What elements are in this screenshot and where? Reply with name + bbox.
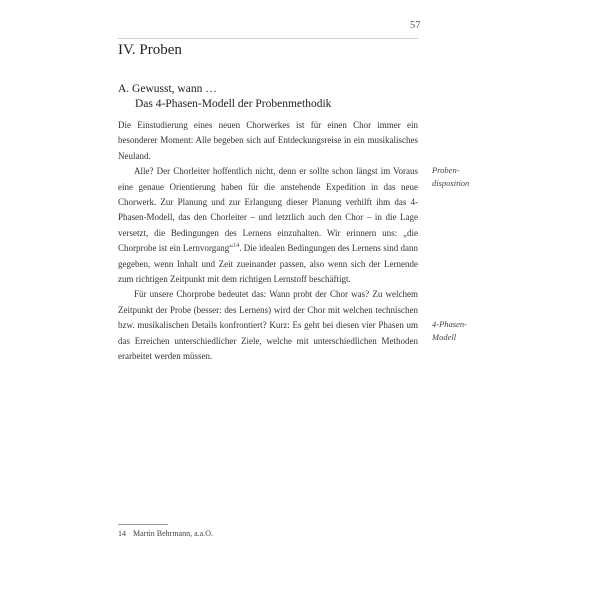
chapter-title: IV. Proben (118, 42, 182, 58)
section-heading-line2: Das 4-Phasen-Modell der Probenmethodik (135, 98, 332, 110)
marginal-note-line: Modell (432, 332, 457, 342)
paragraph-2-text: Alle? Der Chorleiter hoffentlich nicht, denn er sollte schon längst im Voraus eine genaue Orientierung haben für die anstehende Expedition in das neue Chorwerk. Zur Planung und zur Erlangung dieser Planung verhilft ihm das 4-Phasen-Modell, das den Chorleiter – und letztlich auch den Chor – in die Lage versetzt, die Bedingungen des Lernens einzuhalten. Wir erinnern uns: „die Chorprobe ist ein Lernvorgang“ (118, 166, 418, 254)
body-text (118, 118, 418, 365)
footnote-text: Martin Behrmann, a.a.O. (133, 529, 213, 538)
page-number: 57 (410, 20, 421, 31)
footnote-number: 14 (118, 529, 126, 538)
paragraph-3: Für unsere Chorprobe bedeutet das: Wann probt der Chor was? Zu welchem Zeitpunkt der Probe (besser: des Lernens) wird der Chor mit welchen technischen bzw. musikalischen Details konfrontiert? Kurz: Es geht bei diesen vier Phasen um das Erreichen unterschiedlicher Ziele, welche mit unterschiedlichen Methoden erarbeitet werden müssen. (118, 289, 418, 362)
marginal-note-4-phasen-modell (432, 318, 467, 344)
footnote (118, 529, 213, 538)
marginal-note-line: disposition (432, 178, 470, 188)
paragraph-1: Die Einstudierung eines neuen Chorwerkes ist für einen Chor immer ein besonderer Moment: Alle begeben sich auf Entdeckungsreise in ein musikalisches Neuland. (118, 120, 418, 161)
footnote-reference: 14 (233, 243, 240, 250)
paragraph-2-rest: . Die idealen Bedingungen des Lernens sind dann gegeben, wenn Inhalt und Zeit zueinander passen, also wenn sich der Lernende zum richtigen Zeitpunkt mit dem richtigen Lernstoff beschäftigt. (118, 243, 418, 285)
section-heading-line1: A. Gewusst, wann … (118, 83, 217, 95)
section-heading (118, 82, 331, 112)
marginal-note-line: Proben- (432, 165, 460, 175)
paragraph-2 (118, 164, 418, 287)
marginal-note-line: 4-Phasen- (432, 319, 467, 329)
footnote-rule (118, 524, 168, 525)
marginal-note-probendisposition (432, 164, 469, 190)
header-rule (118, 38, 418, 39)
